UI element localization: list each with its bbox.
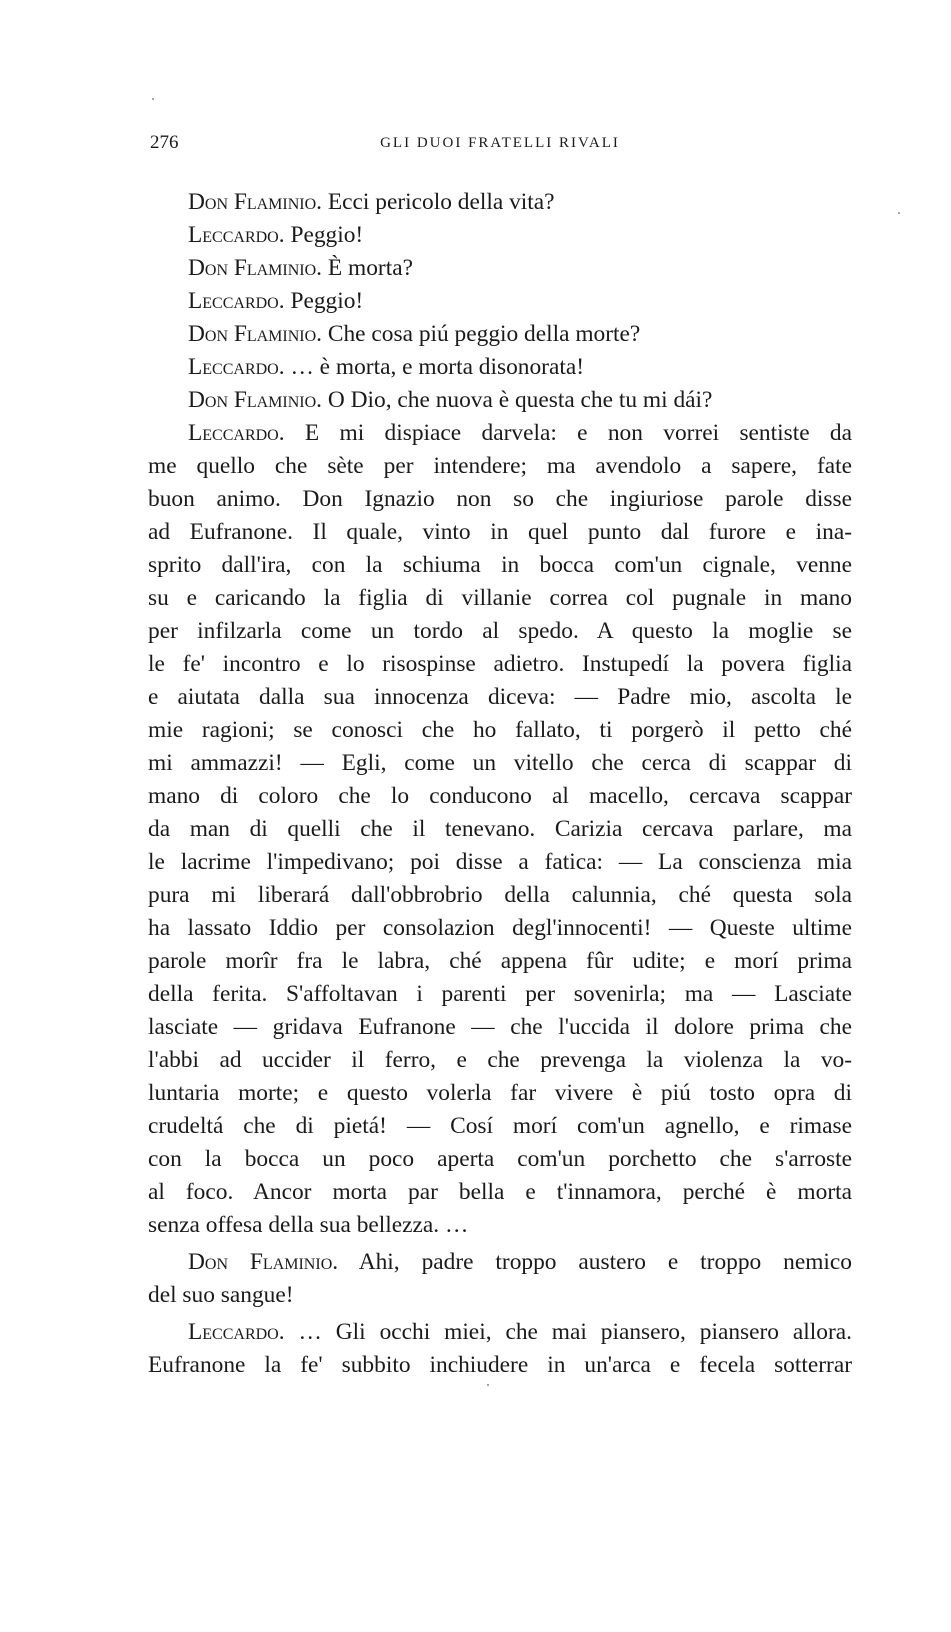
line-text: È morta? [322,255,413,281]
speaker-name: Leccardo. [188,222,285,248]
line-text: l'abbi ad uccider il ferro, e che prevenga la violenza la vo- [148,1047,852,1073]
text-line [148,1279,852,1312]
line-text: mano di coloro che lo conducono al macello, cercava scappar [148,783,852,809]
text-line [148,912,852,945]
text-line [148,714,852,747]
line-text: Eufranone la fe' subbito inchiudere in un'arca e fecela sotterrar [148,1352,852,1378]
text-line [148,1011,852,1044]
line-text: mi ammazzi! — Egli, come un vitello che cerca di scappar di [148,750,852,776]
text-line [148,252,852,285]
line-text: mie ragioni; se conosci che ho fallato, ti porgerò il petto ché [148,717,852,743]
line-text: … Gli occhi miei, che mai piansero, piansero allora. [284,1319,852,1345]
line-text: senza offesa della sua bellezza. … [148,1212,469,1238]
text-line [148,384,852,417]
line-text: E mi dispiace darvela: e non vorrei sentiste da [284,420,852,446]
line-text: parole morîr fra le labra, ché appena fûr udite; e morí prima [148,948,852,974]
text-line [148,1044,852,1077]
text-line [148,879,852,912]
line-text: lasciate — gridava Eufranone — che l'uccida il dolore prima che [148,1014,852,1040]
text-line [148,780,852,813]
text-line [148,1143,852,1176]
line-text: buon animo. Don Ignazio non so che ingiuriose parole disse [148,486,852,512]
line-text: sprito dall'ira, con la schiuma in bocca com'un cignale, venne [148,552,852,578]
text-line [148,1176,852,1209]
text-line [148,285,852,318]
text-line [148,978,852,1011]
line-text: al foco. Ancor morta par bella e t'innamora, perché è morta [148,1179,852,1205]
line-text: Peggio! [284,288,364,314]
text-line [148,747,852,780]
line-text: ha lassato Iddio per consolazion degl'innocenti! — Queste ultime [148,915,852,941]
text-line [148,846,852,879]
scan-speck [152,98,154,100]
text-line [148,813,852,846]
line-text: luntaria morte; e questo volerla far vivere è piú tosto opra di [148,1080,852,1106]
speaker-name: Don Flaminio. [188,189,323,215]
speaker-name: Don Flaminio. [188,255,323,281]
line-text: crudeltá che di pietá! — Cosí morí com'un agnello, e rimase [148,1113,852,1139]
text-line [148,1110,852,1143]
text-line [148,483,852,516]
line-text: Che cosa piú peggio della morte? [322,321,641,347]
speaker-name: Don Flaminio. [188,387,323,413]
line-text: le lacrime l'impedivano; poi disse a fatica: — La conscienza mia [148,849,852,875]
line-text: per infilzarla come un tordo al spedo. A questo la moglie se [148,618,852,644]
text-line [148,615,852,648]
line-text: pura mi liberará dall'obbrobrio della calunnia, ché questa sola [148,882,852,908]
text-line [148,1246,852,1279]
line-text: Peggio! [284,222,364,248]
line-text: me quello che sète per intendere; ma avendolo a sapere, fate [148,453,852,479]
text-line [148,219,852,252]
text-line [148,1316,852,1349]
line-text: ad Eufranone. Il quale, vinto in quel punto dal furore e ina- [148,519,852,545]
text-line [148,1349,852,1382]
line-text: … è morta, e morta disonorata! [284,354,585,380]
speaker-name: Leccardo. [188,420,285,446]
text-line [148,681,852,714]
running-header [150,132,850,160]
text-line [148,648,852,681]
text-line [148,549,852,582]
text-line [148,945,852,978]
text-line [148,318,852,351]
speaker-name: Leccardo. [188,1319,285,1345]
speaker-name: Don Flaminio. [188,1249,339,1275]
line-text: O Dio, che nuova è questa che tu mi dái? [322,387,713,413]
scan-speck [898,212,900,214]
text-line [148,1077,852,1110]
line-text: Ahi, padre troppo austero e troppo nemico [338,1249,852,1275]
scan-speck [487,1384,489,1386]
text-line [148,516,852,549]
text-line [148,186,852,219]
text-line [148,450,852,483]
text-line [148,1209,852,1242]
speaker-name: Leccardo. [188,354,285,380]
line-text: della ferita. S'affoltavan i parenti per sovenirla; ma — Lasciate [148,981,852,1007]
running-title: GLI DUOI FRATELLI RIVALI [380,135,620,151]
speaker-name: Don Flaminio. [188,321,323,347]
line-text: da man di quelli che il tenevano. Carizia cercava parlare, ma [148,816,852,842]
text-line [148,417,852,450]
speaker-name: Leccardo. [188,288,285,314]
line-text: Ecci pericolo della vita? [322,189,555,215]
page-number: 276 [150,132,179,153]
page-body-text [148,186,852,1382]
line-text: del suo sangue! [148,1282,294,1308]
text-line [148,351,852,384]
line-text: su e caricando la figlia di villanie correa col pugnale in mano [148,585,852,611]
line-text: le fe' incontro e lo risospinse adietro. Instupedí la povera figlia [148,651,852,677]
text-line [148,582,852,615]
line-text: con la bocca un poco aperta com'un porchetto che s'arroste [148,1146,852,1172]
line-text: e aiutata dalla sua innocenza diceva: — Padre mio, ascolta le [148,684,852,710]
